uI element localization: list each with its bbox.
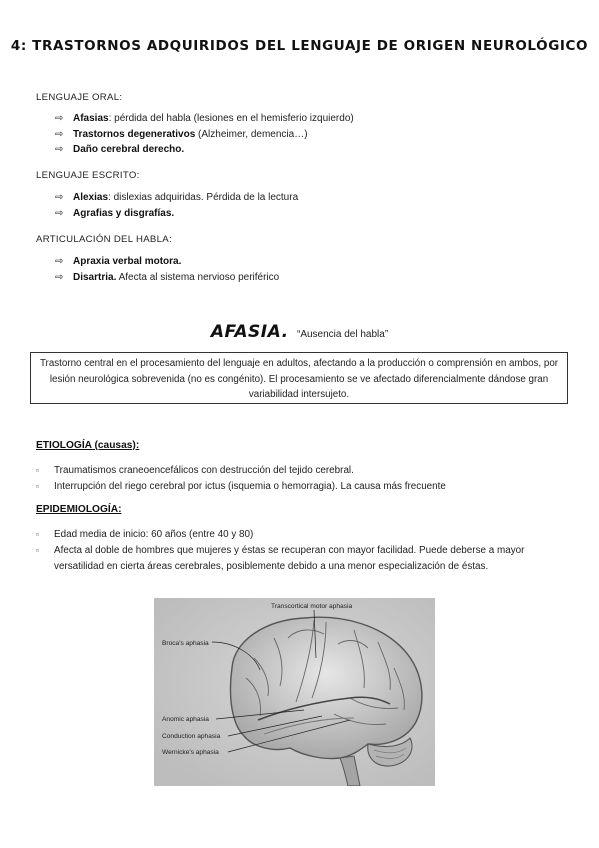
item-text: Traumatismos craneoencefálicos con destrucción del tejido cerebral. xyxy=(54,465,354,476)
list-item xyxy=(55,206,298,222)
list-item xyxy=(55,254,279,270)
label-transcortical: Transcortical motor aphasia xyxy=(271,603,353,610)
afasia-subtitle: “Ausencia del habla” xyxy=(297,329,389,340)
epidemiologia-heading: EPIDEMIOLOGÍA: xyxy=(36,504,122,515)
arrow-icon: ⇨ xyxy=(55,113,64,124)
list-item xyxy=(55,142,354,158)
lenguaje-escrito-list xyxy=(55,190,298,221)
item-text: Interrupción del riego cerebral por ictus (isquemia o hemorragia). La causa más frecuente xyxy=(54,481,446,492)
item-text: (Alzheimer, demencia…) xyxy=(195,128,308,140)
section-label-lenguaje-oral: LENGUAJE ORAL: xyxy=(36,92,123,103)
item-term: Trastornos degenerativos xyxy=(73,128,196,140)
bullet-icon: ▫ xyxy=(36,546,39,555)
brain-figure xyxy=(154,598,435,786)
item-term: Agrafias y disgrafías. xyxy=(73,207,175,219)
item-text: : pérdida del habla (lesiones en el hemisferio izquierdo) xyxy=(108,113,354,124)
bullet-icon: ▫ xyxy=(36,482,39,491)
label-wernicke: Wernicke's aphasia xyxy=(162,749,219,756)
list-item xyxy=(36,463,556,479)
item-text: Afecta al sistema nervioso periférico xyxy=(116,271,280,283)
definition-box: Trastorno central en el procesamiento del lenguaje en adultos, afectando a la producción o comprensión en ambos, por lesión neurológica sobrevenida (no es congénito). El procesamiento se ve afectado diferencialmente dándose gran variabilidad intersujeto. xyxy=(30,352,568,404)
item-term: Disartria. xyxy=(73,271,117,283)
item-text: : dislexias adquiridas. Pérdida de la lectura xyxy=(108,192,299,203)
list-item xyxy=(55,127,354,143)
list-item xyxy=(55,190,298,206)
arrow-icon: ⇨ xyxy=(55,128,64,140)
bullet-icon: ▫ xyxy=(36,530,39,539)
bullet-icon: ▫ xyxy=(36,466,39,475)
arrow-icon: ⇨ xyxy=(55,271,64,283)
articulacion-list xyxy=(55,254,279,285)
afasia-title: AFASIA. xyxy=(210,322,289,342)
arrow-icon: ⇨ xyxy=(55,207,64,219)
section-label-articulacion: ARTICULACIÓN DEL HABLA: xyxy=(36,234,172,245)
list-item xyxy=(36,527,556,543)
item-term: Daño cerebral derecho. xyxy=(73,144,185,155)
arrow-icon: ⇨ xyxy=(55,256,64,267)
etiologia-heading: ETIOLOGÍA (causas): xyxy=(36,440,140,451)
afasia-heading xyxy=(0,322,599,342)
label-broca: Broca's aphasia xyxy=(162,640,209,647)
brain-illustration xyxy=(154,598,435,786)
etiologia-list xyxy=(36,463,556,495)
list-item xyxy=(55,111,354,127)
list-item xyxy=(55,270,279,286)
item-term: Alexias xyxy=(73,192,109,203)
item-term: Apraxia verbal motora. xyxy=(73,256,182,267)
item-text: Edad media de inicio: 60 años (entre 40 y 80) xyxy=(54,529,254,540)
label-conduction: Conduction aphasia xyxy=(162,733,221,740)
item-term: Afasias xyxy=(73,113,109,124)
epidemiologia-list xyxy=(36,527,556,575)
list-item xyxy=(36,543,556,575)
list-item xyxy=(36,479,556,495)
section-label-lenguaje-escrito: LENGUAJE ESCRITO: xyxy=(36,170,140,181)
lenguaje-oral-list xyxy=(55,111,354,158)
page-title: 4: TRASTORNOS ADQUIRIDOS DEL LENGUAJE DE ORIGEN NEUROLÓGICO xyxy=(10,38,589,54)
arrow-icon: ⇨ xyxy=(55,144,64,155)
arrow-icon: ⇨ xyxy=(55,192,64,203)
label-anomic: Anomic aphasia xyxy=(162,716,209,723)
item-text: Afecta al doble de hombres que mujeres y éstas se recuperan con mayor facilidad. Puede deberse a mayor versatilidad en cierta áreas cerebrales, posiblemente debido a una menor especialización de éstas. xyxy=(54,545,525,572)
